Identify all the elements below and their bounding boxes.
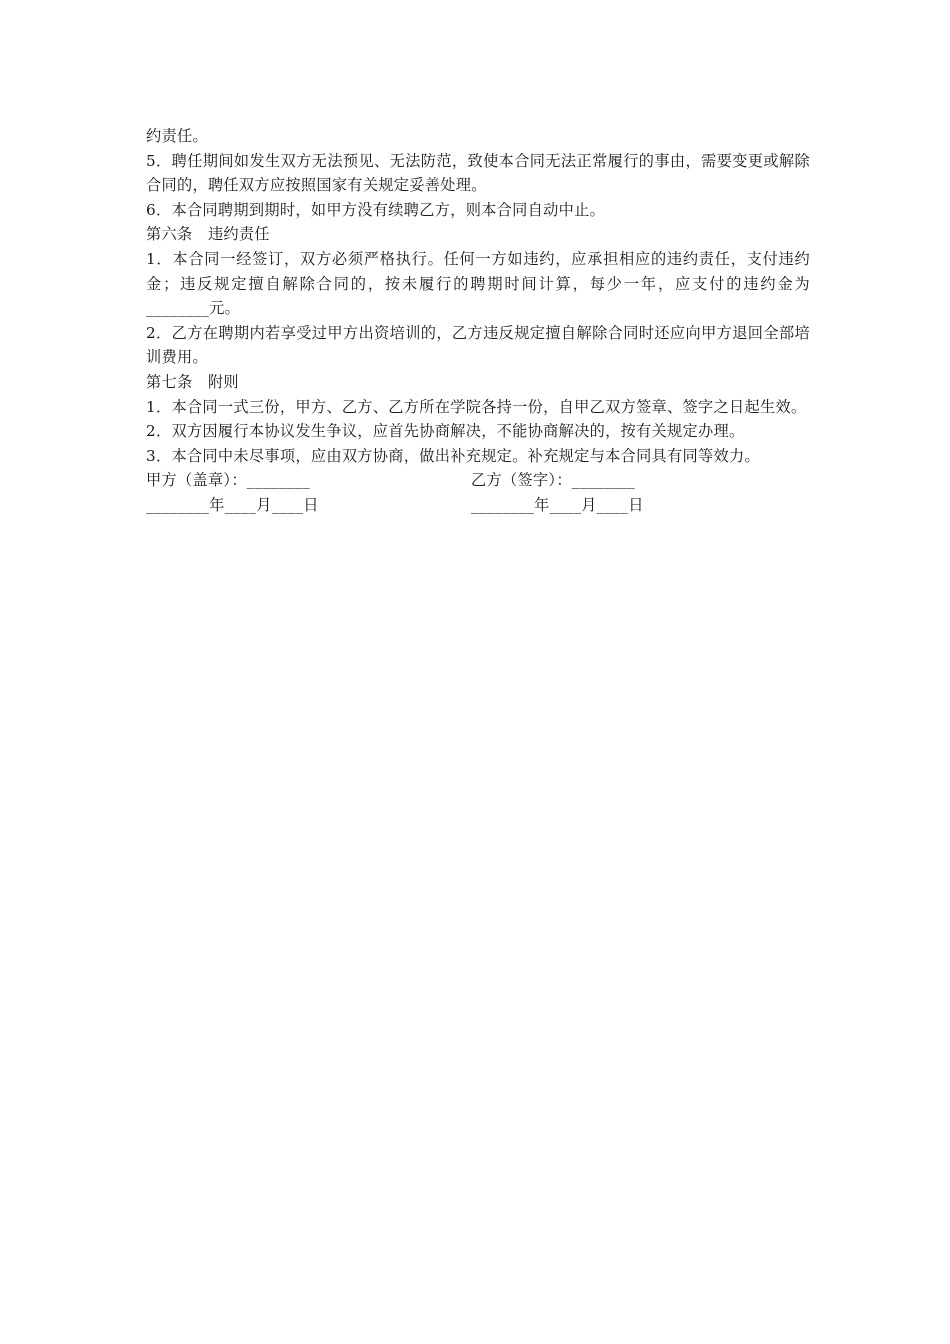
contract-page <box>146 124 810 518</box>
article-6-heading: 第六条 违约责任 <box>146 225 270 244</box>
supplementary-clause-2-paragraph: 2．双方因履行本协议发生争议，应首先协商解决，不能协商解决的，按有关规定办理。 <box>146 422 745 441</box>
party-b-signature-line: 乙方（签字）：________ <box>471 471 635 490</box>
clause-5-paragraph: 5．聘任期间如发生双方无法预见、无法防范，致使本合同无法正常履行的事由，需要变更或解除合同的，聘任双方应按照国家有关规定妥善处理。 <box>146 151 810 195</box>
party-a-date-line: ________年____月____日 <box>146 495 319 514</box>
paragraph-continuation: 约责任。 <box>146 127 208 145</box>
supplementary-clause-1-paragraph: 1．本合同一式三份，甲方、乙方、乙方所在学院各持一份，自甲乙双方签章、签字之日起生效。 <box>146 397 807 416</box>
breach-clause-2-paragraph: 2．乙方在聘期内若享受过甲方出资培训的，乙方违反规定擅自解除合同时还应向甲方退回全部培训费用。 <box>146 323 810 367</box>
signature-row <box>146 468 810 493</box>
clause-6-paragraph: 6．本合同聘期到期时，如甲方没有续聘乙方，则本合同自动中止。 <box>146 200 606 219</box>
article-7-heading: 第七条 附则 <box>146 372 239 391</box>
supplementary-clause-3-paragraph: 3．本合同中未尽事项，应由双方协商，做出补充规定。补充规定与本合同具有同等效力。 <box>146 446 760 465</box>
party-b-date-line: ________年____月____日 <box>471 495 644 514</box>
breach-clause-1-paragraph: 1．本合同一经签订，双方必须严格执行。任何一方如违约，应承担相应的违约责任，支付违约金；违反规定擅自解除合同的，按未履行的聘期时间计算，每少一年，应支付的违约金为________元。 <box>146 249 810 318</box>
party-a-signature-line: 甲方（盖章）：________ <box>146 471 310 490</box>
date-row <box>146 493 810 518</box>
